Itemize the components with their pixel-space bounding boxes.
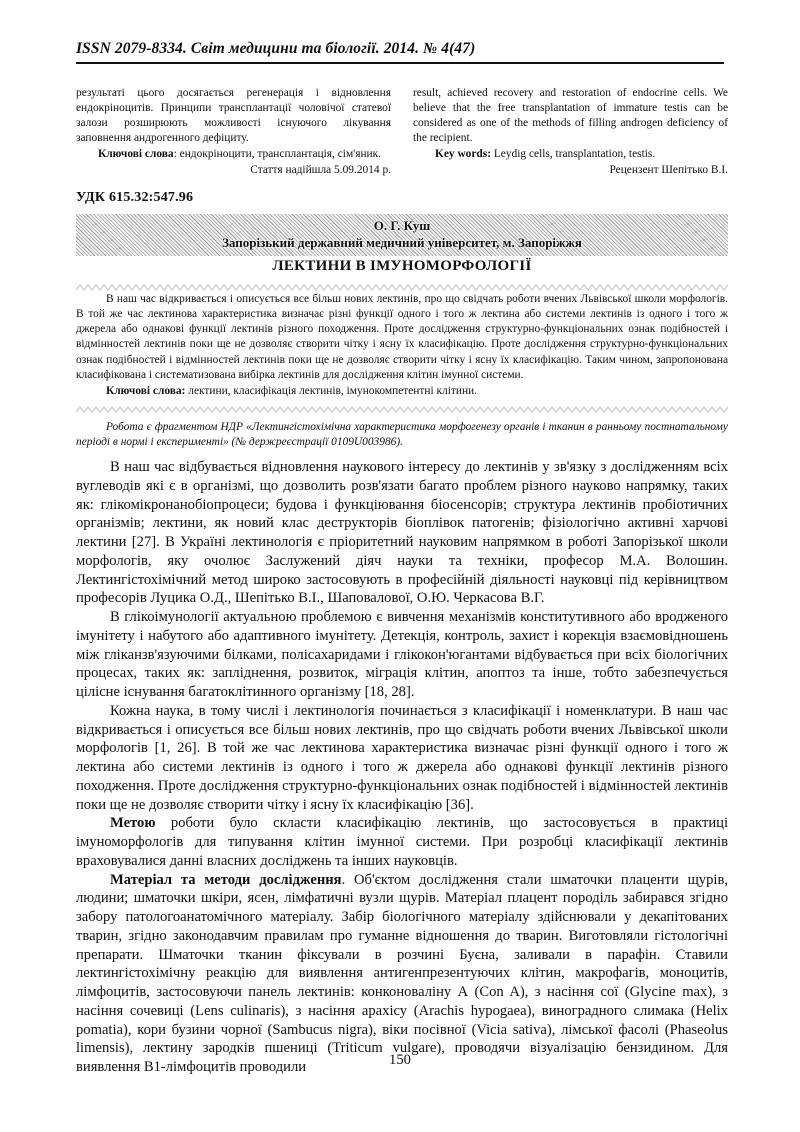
prev-en-body: result, achieved recovery and restoration of endocrine cells. We believe that the free transplantation of immature testis can be considered as one of the methods of filling androgen deficiency of the recipient. — [413, 87, 728, 145]
previous-article-ukrainian-column — [76, 86, 391, 178]
body-paragraph-text: . Об'єктом дослідження стали шматочки плаценти щурів, людини; шматочки шкіри, ясен, лімфатичні вузли щурів. Матеріал плацент породіль забирався згідно забору патологоанатомічного матеріалу. Забір біологічного матеріалу здійснювали у декапітованих тварин, згідно законодавчим правилам про гуманне відношення до тварин. Виготовляли гістологічні препарати. Шматочки тканин фіксували в розчині Буєна, заливали в парафін. Ставили лектингістохімічну реакцію для виявлення антигенпрезентуючих клітин, макрофагів, моноцитів, лімфоцитів, застосовуючи панель лектинів: конконоваліну А (Con A), з насіння сої (Glycine max), з насіння сочевиці (Lens culinaris), з насіння арахісу (Arachis hypogaea), виноградного слимака (Helix pomatia), кори бузини чорної (Sambucus nigra), віки посівної (Vicia sativa), лімської фасолі (Phaseolus limensis), лектину зародків пшениці (Triticum vulgare), проводячи візуалізацію бензидином. Для виявлення В1-лімфоцитів проводили — [76, 871, 728, 1075]
body-paragraph-text: роботи було скласти класифікацію лектинів, що застосовується в практиці імуноморфологів для типування клітин імунної системи. При розробці класифікації лектинів враховувалися данні власних досліджень та інших науковців. — [76, 815, 728, 869]
previous-article-english-column — [413, 86, 728, 178]
prev-en-keywords-label: Key words: — [435, 148, 491, 161]
body-paragraph — [76, 871, 728, 1077]
prev-ua-body: результаті цього досягається регенерація і відновлення ендокріноцитів. Принципи трансплантації чоловічої статевої залози розширюють можливості існуючого лікування заповнення андрогенного дефіциту. — [76, 87, 391, 145]
running-header-text: ISSN 2079-8334. Світ медицини та біології. 2014. № 4(47) — [76, 40, 476, 57]
prev-ua-keywords — [76, 147, 391, 162]
body-paragraph — [76, 458, 728, 608]
prev-en-keywords-value: Leydig cells, transplantation, testis. — [491, 148, 656, 161]
zigzag-divider-top — [76, 284, 728, 291]
abstract-keywords-label: Ключові слова: — [106, 384, 186, 397]
body-paragraph — [76, 608, 728, 702]
article-author: О. Г. Куш — [373, 218, 431, 233]
body-paragraph-lead: Метою — [110, 815, 156, 832]
abstract-text: В наш час відкривається і описується все більш нових лектинів, про що свідчать роботи вчених Львівської школи морфологів. В той же час лектинова характеристика визначає різні функції одного і того ж лектина або системи лектинів із одного і того ж джерела або однакові функції лектинів різного походження. Проте дослідження структурно-функціональних ознак подібностей і відмінностей лектинів поки ще не дозволяє створити чітку і ясну їх класифікацію. Проте дослідження структурно-функціональних ознак подібностей і відмінностей лектинів поки ще не дозволяє створити чітку і ясну їх класифікацію. Таким чином, запропонована класифікована і систематизована вибірка лектинів для дослідження клітин імунної системи. — [76, 293, 728, 381]
author-affiliation-band — [76, 214, 728, 256]
body-paragraph-text: В наш час відбувається відновлення наукового інтересу до лектинів у зв'язку з дослідженням всіх вуглеводів які є в організмі, що дозволить розв'язати багато проблем різного науково напрямку, таких як: глікомікронанобіопроцеси; будова і функціювання біосенсорів; структура лектинів пробіотичних організмів; лектини, як новий клас деструкторів біоплівок патогенів; фізіологічно активні харчові лектини [27]. В Україні лектинологія є пріоритетний науковим напрямком в роботі Запорізької школи морфологів, яку очолює Заслужений діяч науки та техніки, професор М.А. Волошин. Лектингістохімічний метод широко застосовують в професійній діяльності науковці під керівництвом професорів Луцика О.Д., Шепітько В.І., Шаповалової, О.Ю. Черкасова В.Г. — [76, 459, 728, 607]
header-rule — [76, 62, 724, 64]
article-affiliation: Запорізький державний медичний університет, м. Запоріжжя — [222, 234, 582, 250]
running-header — [76, 40, 724, 64]
prev-en-keywords — [413, 147, 728, 162]
body-paragraph-lead: Матеріал та методи дослідження — [110, 871, 342, 888]
previous-article-abstract-columns — [76, 86, 728, 178]
page-number: 150 — [389, 1052, 411, 1068]
abstract-keywords — [76, 384, 728, 399]
prev-ua-keywords-label: Ключові слова — [98, 148, 174, 161]
prev-ua-keywords-value: : ендокріноцити, трансплантація, сім'яник. — [173, 148, 382, 161]
abstract-keywords-value: лектини, класифікація лектинів, імунокомпетентні клітини. — [185, 384, 477, 397]
zigzag-divider-bottom — [76, 406, 728, 413]
article-body — [76, 458, 728, 1077]
article-abstract — [76, 292, 728, 399]
prev-en-reviewer-note: Рецензент Шепітько В.І. — [609, 164, 728, 177]
body-paragraph — [76, 702, 728, 815]
body-paragraph-text: Кожна наука, в тому числі і лектинологія починається з класифікації і номенклатури. В наш час відкривається і описується все більш нових лектинів, про що свідчать роботи вчених Львівської школи морфологів [1, 26]. В той же час лектинова характеристика визначає різні функції одного і того ж лектина або системи лектинів із одного і того ж джерела або однакові функції лектинів різного походження. Проте дослідження структурно-функціональних ознак подібностей і відмінностей лектинів поки ще не дозволяє створити чітку і ясну їх класифікацію [36]. — [76, 702, 728, 813]
prev-ua-received-note: Стаття надійшла 5.09.2014 р. — [250, 164, 391, 177]
body-paragraph-text: В глікоімунології актуальною проблемою є вивчення механізмів конститутивного або вродженого імунітету і набутого або адаптивного імунітету. Детекція, контроль, захист і корекція взаємовідношень між гліканзв'язуючими білками, полісахаридами і глікокон'югантами відбувається при всіх біологічних процесах, таких як: запліднення, розвиток, міграція клітин, апоптоз та інше, тобто забезпечується цілісне існування багатоклітинного організму [18, 28]. — [76, 609, 728, 700]
article-title: ЛЕКТИНИ В ІМУНОМОРФОЛОГІЇ — [272, 258, 532, 274]
body-paragraph — [76, 814, 728, 870]
udc-code: УДК 615.32:547.96 — [76, 190, 194, 205]
funding-note-text: Робота є фрагментом НДР «Лектингістохімічна характеристика морфогенезу органів і тканин в ранньому постнатальному періоді в нормі і експерименті» (№ держреєстрації 0109U003986). — [76, 421, 728, 449]
funding-note — [76, 420, 728, 451]
